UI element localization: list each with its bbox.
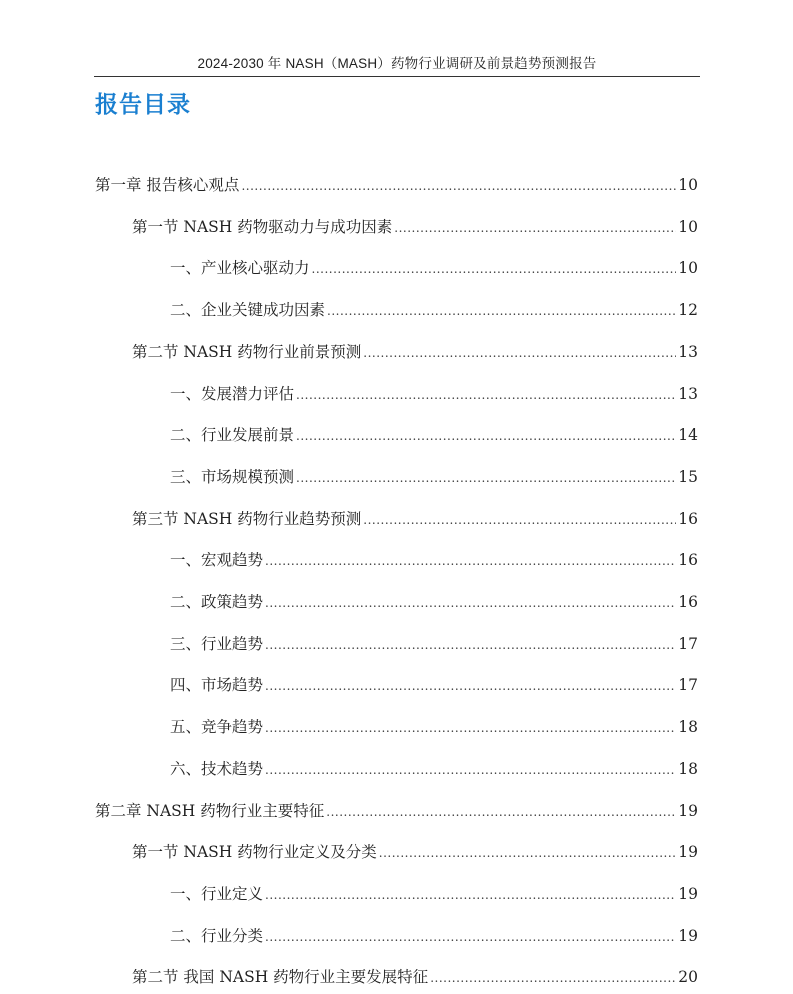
toc-entry[interactable] [132,508,698,530]
toc-entry-page-number: 17 [678,676,698,695]
toc-entry-title: 一、行业定义 [170,884,264,903]
toc-entry-title: 二、行业分类 [170,926,264,945]
dot-leader [265,759,676,781]
toc-entry[interactable] [170,424,698,446]
dot-leader [265,926,676,948]
toc-entry[interactable] [132,341,698,363]
toc-entry[interactable] [132,841,698,863]
toc-entry-page-number: 12 [678,301,698,320]
toc-entry[interactable] [170,257,698,279]
toc-entry-page-number: 16 [678,593,698,611]
dot-leader [363,509,676,531]
toc-entry-page-number: 19 [678,884,698,903]
toc-entry-title: 三、行业趋势 [170,634,264,653]
dot-leader [296,425,676,447]
toc-entry[interactable] [170,549,698,571]
running-header: 2024-2030 年 NASH（MASH）药物行业调研及前景趋势预测报告 [197,56,597,71]
toc-entry[interactable] [170,299,698,321]
dot-leader [363,342,676,364]
toc-entry[interactable] [170,674,698,696]
toc-entry-page-number: 13 [678,342,698,361]
toc-entry[interactable] [132,966,698,988]
page-title: 报告目录 [95,92,191,118]
toc-entry[interactable] [170,591,698,613]
toc-entry-title: 五、竞争趋势 [170,718,264,737]
dot-leader [296,467,676,489]
dot-leader [265,675,676,697]
toc-entry-title: 二、政策趋势 [170,593,264,611]
toc-entry-title: 一、宏观趋势 [170,551,264,570]
toc-entry[interactable] [170,466,698,488]
dot-leader [430,967,676,989]
toc-entry-title: 四、市场趋势 [170,676,264,695]
toc-entry[interactable] [170,383,698,405]
toc-entry-page-number: 17 [678,634,698,653]
toc-entry-page-number: 16 [678,551,698,570]
dot-leader [394,217,676,239]
toc-entry[interactable] [95,800,698,822]
dot-leader [326,801,676,823]
toc-entry-page-number: 19 [678,801,698,820]
dot-leader [379,842,677,864]
toc-entry-page-number: 10 [678,176,698,194]
toc-entry-title: 二、行业发展前景 [170,426,295,445]
dot-leader [265,592,676,614]
toc-entry-page-number: 14 [678,426,698,445]
toc-entry-title: 第一节 NASH 药物行业定义及分类 [132,843,377,862]
toc-entry-page-number: 18 [678,759,698,778]
toc-entry-title: 二、企业关键成功因素 [170,301,326,320]
toc-entry-page-number: 13 [678,384,698,403]
dot-leader [296,384,676,406]
toc-entry-title: 三、市场规模预测 [170,467,295,486]
toc-entry-title: 第一节 NASH 药物驱动力与成功因素 [132,217,393,236]
dot-leader [327,300,676,322]
dot-leader [265,884,676,906]
dot-leader [265,634,676,656]
dot-leader [265,550,676,572]
toc-entry-title: 一、发展潜力评估 [170,384,295,403]
toc-entry[interactable] [132,216,698,238]
toc-entry[interactable] [170,633,698,655]
toc-entry-title: 第二节 我国 NASH 药物行业主要发展特征 [132,968,429,987]
toc-entry-title: 第二节 NASH 药物行业前景预测 [132,342,362,361]
toc-entry-page-number: 19 [678,843,698,862]
toc-entry-title: 第一章 报告核心观点 [95,176,240,194]
toc-entry-page-number: 20 [678,968,698,987]
toc-entry[interactable] [170,758,698,780]
toc-entry-page-number: 10 [678,259,698,278]
toc-entry[interactable] [170,716,698,738]
toc-entry-title: 第三节 NASH 药物行业趋势预测 [132,509,362,528]
dot-leader [241,175,676,197]
toc-entry-page-number: 15 [678,467,698,486]
toc-entry-page-number: 18 [678,718,698,737]
toc-entry-page-number: 10 [678,217,698,236]
toc-entry[interactable] [170,883,698,905]
toc-entry[interactable] [170,925,698,947]
dot-leader [265,717,676,739]
toc-entry[interactable] [95,174,698,196]
toc-entry-page-number: 19 [678,926,698,945]
toc-entry-title: 六、技术趋势 [170,759,264,778]
toc-entry-title: 一、产业核心驱动力 [170,259,310,278]
toc-entry-page-number: 16 [678,509,698,528]
dot-leader [312,258,677,280]
toc-entry-title: 第二章 NASH 药物行业主要特征 [95,801,325,820]
